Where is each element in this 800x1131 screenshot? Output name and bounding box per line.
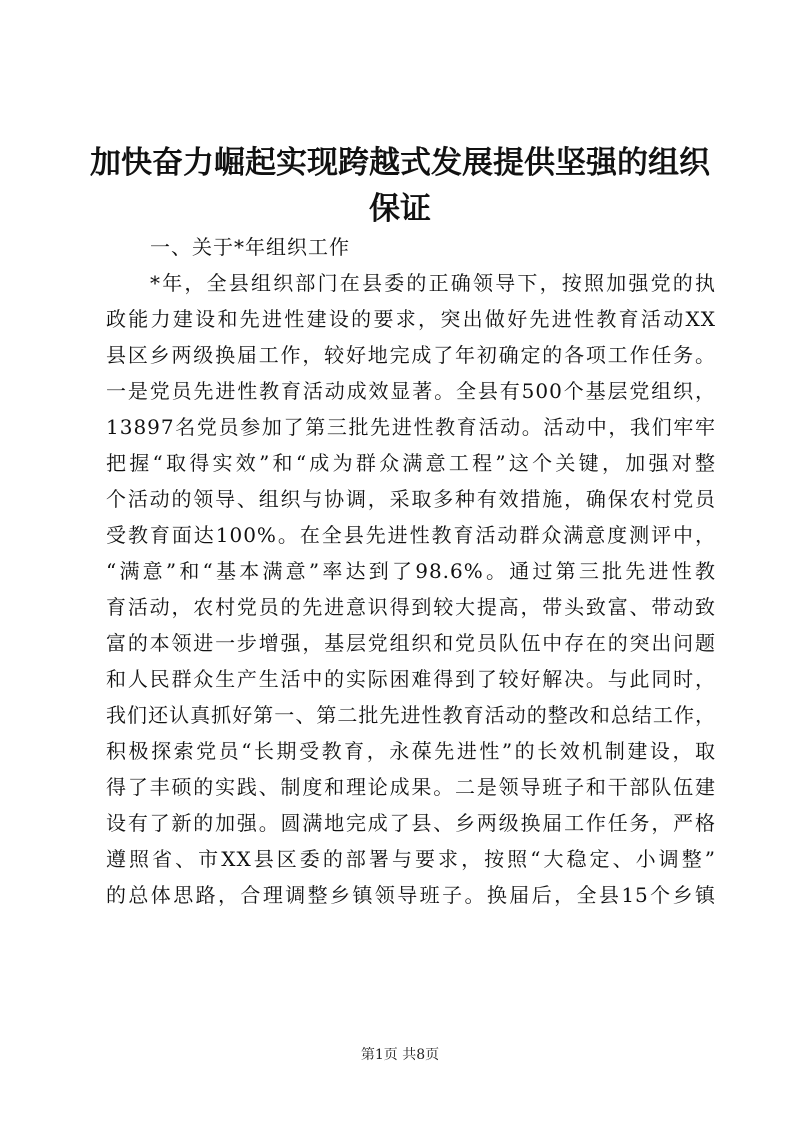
paragraph-line: 个活动的领导、组织与协调，采取多种有效措施，确保农村党员	[106, 487, 716, 511]
document-title	[90, 140, 710, 232]
paragraph-line: “满意”和“基本满意”率达到了98.6%。通过第三批先进性教	[106, 559, 716, 583]
title-line-2: 保证	[369, 191, 431, 227]
section-heading: 一、关于*年组织工作	[150, 235, 350, 259]
paragraph-line: 一是党员先进性教育活动成效显著。全县有500个基层党组织，	[106, 379, 716, 403]
page-footer	[0, 1045, 800, 1065]
paragraph-line: 我们还认真抓好第一、第二批先进性教育活动的整改和总结工作，	[106, 703, 716, 727]
paragraph-line: 遵照省、市XX县区委的部署与要求，按照“大稳定、小调整”	[106, 847, 716, 871]
paragraph-line: *年，全县组织部门在县委的正确领导下，按照加强党的执	[150, 271, 716, 295]
paragraph-line: 和人民群众生产生活中的实际困难得到了较好解决。与此同时，	[106, 667, 716, 691]
paragraph-line: 13897名党员参加了第三批先进性教育活动。活动中，我们牢牢	[106, 415, 716, 439]
title-line-1: 加快奋力崛起实现跨越式发展提供坚强的组织	[90, 145, 710, 181]
paragraph-line: 积极探索党员“长期受教育，永葆先进性”的长效机制建设，取	[106, 739, 716, 763]
paragraph-line: 受教育面达100%。在全县先进性教育活动群众满意度测评中，	[106, 523, 716, 547]
paragraph-line: 的总体思路，合理调整乡镇领导班子。换届后，全县15个乡镇	[106, 883, 716, 907]
paragraph-line: 育活动，农村党员的先进意识得到较大提高，带头致富、带动致	[106, 595, 716, 619]
document-body	[106, 229, 716, 913]
paragraph-line: 县区乡两级换届工作，较好地完成了年初确定的各项工作任务。	[106, 343, 716, 367]
paragraph-line: 得了丰硕的实践、制度和理论成果。二是领导班子和干部队伍建	[106, 775, 716, 799]
paragraph-line: 政能力建设和先进性建设的要求，突出做好先进性教育活动XX	[106, 307, 716, 331]
paragraph-line: 设有了新的加强。圆满地完成了县、乡两级换届工作任务，严格	[106, 811, 716, 835]
paragraph-line: 富的本领进一步增强，基层党组织和党员队伍中存在的突出问题	[106, 631, 716, 655]
page-number: 第1页 共8页	[360, 1047, 440, 1063]
paragraph-line: 把握“取得实效”和“成为群众满意工程”这个关键，加强对整	[106, 451, 716, 475]
